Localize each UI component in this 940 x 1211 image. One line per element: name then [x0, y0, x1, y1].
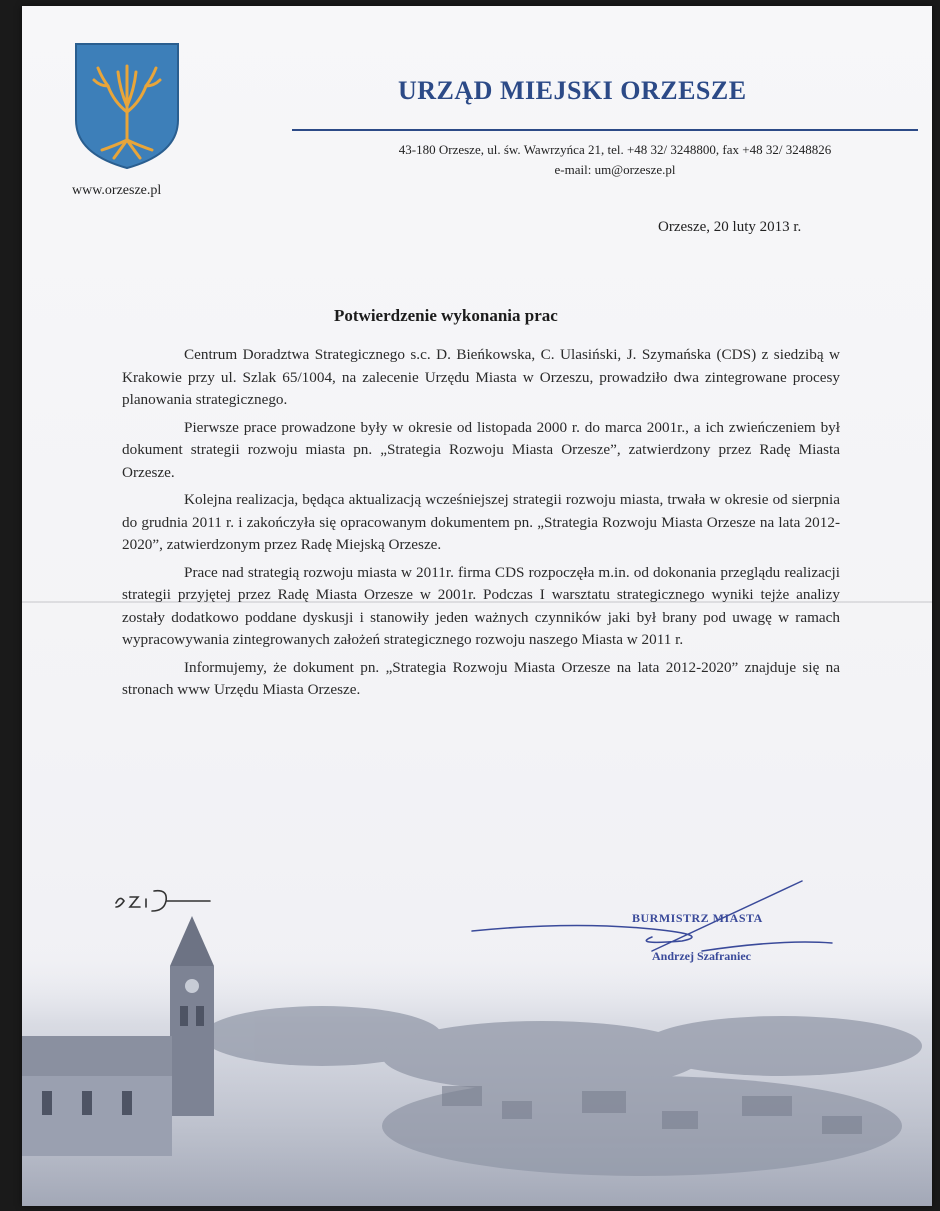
- address-line: 43-180 Orzesze, ul. św. Wawrzyńca 21, tel. +48 32/ 3248800, fax +48 32/ 3248826: [398, 142, 832, 157]
- header-divider: [292, 129, 918, 131]
- paragraph: Pierwsze prace prowadzone były w okresie od listopada 2000 r. do marca 2001r., a ich zwieńczeniem był dokument strategii rozwoju miasta pn. „Strategia Rozwoju Miasta Orzesze”, zatwierdzony przez Radę Miasta Orzesze.: [122, 418, 840, 481]
- paragraph: Prace nad strategią rozwoju miasta w 2011r. firma CDS rozpoczęła m.in. od dokonania przeglądu realizacji strategii przyjętej przez Radę Miasta Orzesze w 2001r. Podczas I warsztatu strategicznego wyniki tejże analizy zostały dodatkowo poddane dyskusji i stanowiły jeden ważnych czynników jaki był brany pod uwagę w ramach wypracowywania zintegrowanych założeń strategicznego rozwoju naszego Miasta w 2011 r.: [122, 563, 840, 648]
- letter-body: [122, 344, 840, 707]
- website-link: www.orzesze.pl: [72, 183, 162, 198]
- paragraph: Centrum Doradztwa Strategicznego s.c. D. Bieńkowska, C. Ulasiński, J. Szymańska (CDS) z siedzibą w Krakowie przy ul. Szlak 65/1004, na zalecenie Urzędu Miasta w Orzeszu, prowadziło dwa zintegrowane procesy planowania strategicznego.: [122, 346, 840, 408]
- coat-of-arms-icon: [74, 42, 180, 170]
- organization-title: URZĄD MIEJSKI ORZESZE: [398, 76, 747, 105]
- letter-date: Orzesze, 20 luty 2013 r.: [658, 219, 802, 235]
- document-title: Potwierdzenie wykonania prac: [334, 306, 558, 325]
- signature-stamp: [452, 861, 852, 981]
- mayor-name: Andrzej Szafraniec: [652, 949, 751, 963]
- mayor-title: BURMISTRZ MIASTA: [632, 911, 763, 925]
- letter-page: [22, 6, 932, 1206]
- paragraph: Kolejna realizacja, będąca aktualizacją wcześniejszej strategii rozwoju miasta, trwała w okresie od sierpnia do grudnia 2011 r. i zakończyła się opracowanym dokumentem pn. „Strategia Rozwoju Miasta Orzesze na lata 2012- 2020”, zatwierdzonym przez Radę Miejską Orzesze.: [122, 491, 840, 553]
- paragraph: Informujemy, że dokument pn. „Strategia Rozwoju Miasta Orzesze na lata 2012-2020” znajduje się na stronach www Urzędu Miasta Orzesze.: [122, 658, 840, 698]
- email-line: e-mail: um@orzesze.pl: [554, 162, 676, 177]
